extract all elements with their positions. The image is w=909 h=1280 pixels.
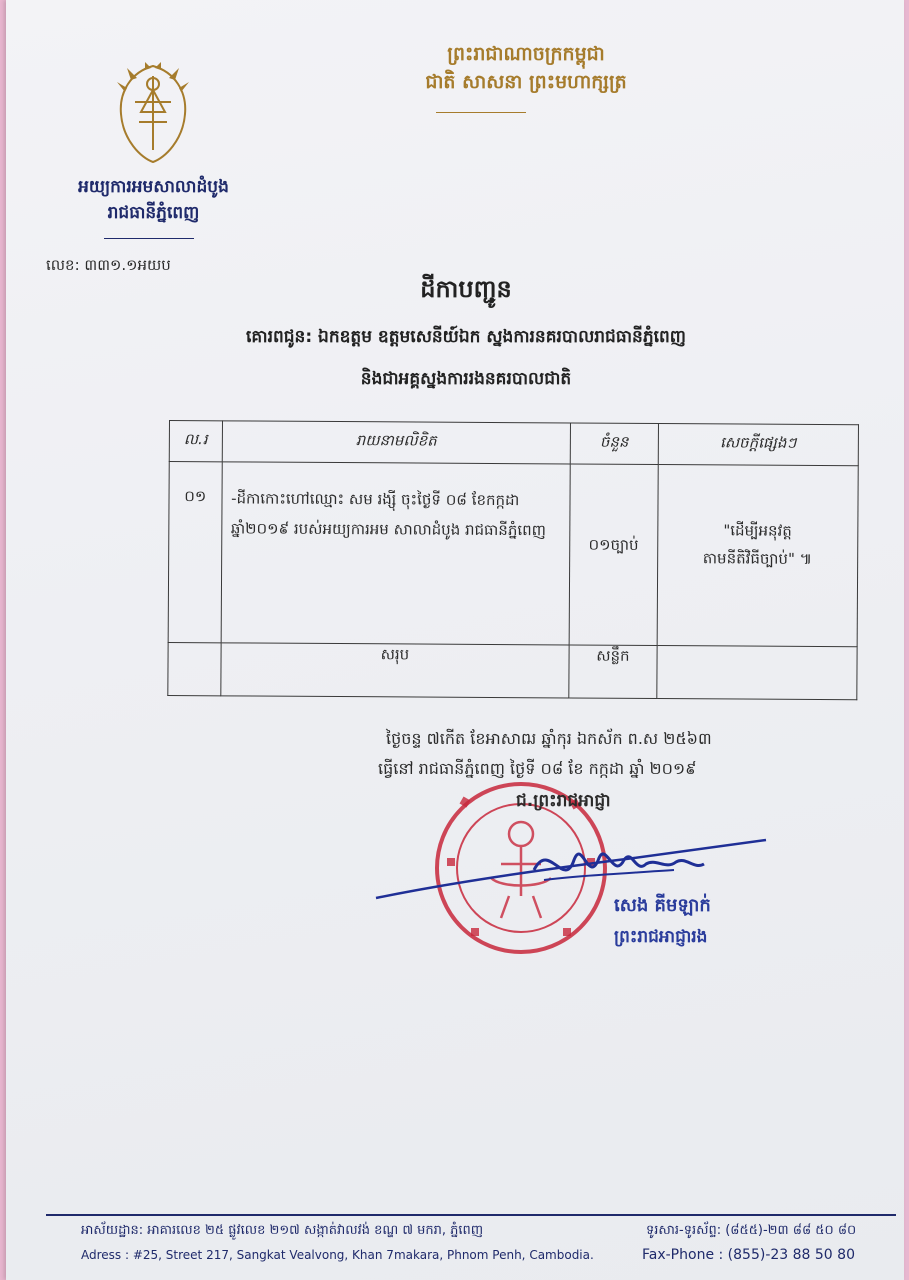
summary-quantity: សន្លឹក bbox=[569, 645, 657, 699]
office-divider bbox=[104, 238, 194, 239]
table-summary-row bbox=[168, 642, 857, 699]
fax-phone-english: Fax-Phone : (855)-23 88 50 80 bbox=[642, 1247, 855, 1263]
footer-divider bbox=[46, 1214, 896, 1216]
table-row bbox=[168, 462, 858, 647]
signature-icon bbox=[374, 830, 774, 910]
header-remarks: សេចក្តីផ្សេងៗ bbox=[658, 423, 859, 465]
remark-line-2: តាមនីតិវិធីច្បាប់" ៕ bbox=[702, 549, 813, 568]
remark-line-1: "ដើម្បីអនុវត្ត bbox=[723, 521, 792, 540]
office-name-line2: រាជធានីភ្នំពេញ bbox=[107, 203, 200, 223]
lunar-date: ថ្ងៃចន្ទ ៧កើត ខែអាសាឍ ឆ្នាំកុរ ឯកស័ក ព.ស ២៥៦៣ bbox=[386, 729, 712, 748]
kingdom-header bbox=[376, 40, 676, 96]
row-quantity bbox=[569, 464, 658, 646]
header-divider bbox=[436, 112, 526, 113]
table-header-row bbox=[169, 421, 858, 466]
document-title: ដីកាបញ្ជូន bbox=[420, 275, 512, 303]
recipient-line-2: និងជាអគ្គស្នងការរងនគរបាលជាតិ bbox=[360, 369, 572, 389]
issuing-office bbox=[46, 174, 261, 226]
row-quantity-text: ០១ច្បាប់ bbox=[588, 535, 639, 554]
signer-name: សេង គីមឡាក់ bbox=[614, 895, 711, 916]
header-description: រាយនាមលិខិត bbox=[222, 421, 571, 464]
address-english: Adress : #25, Street 217, Sangkat Vealvong, Khan 7makara, Phnom Penh, Cambodia. bbox=[81, 1248, 594, 1262]
header-number: ល.រ bbox=[169, 421, 222, 462]
on-behalf-of: ជ.ព្រះរាជអាជ្ញា bbox=[516, 791, 611, 811]
summary-empty-cell bbox=[168, 642, 221, 695]
summary-remarks-cell bbox=[656, 645, 857, 699]
row-description-text: -ដីកាកោះហៅឈ្មោះ សម រង្ស៊ី ចុះថ្ងៃទី ០៨ ខែកក្កដា ឆ្នាំ២០១៩ របស់អយ្យការអម សាលាដំបូង រាជធានីភ្នំពេញ bbox=[230, 489, 547, 540]
office-name-line1: អយ្យការអមសាលាដំបូង bbox=[78, 177, 229, 197]
kingdom-name: ព្រះរាជាណាចក្រកម្ពុជា bbox=[447, 43, 605, 65]
reference-number: លេខ: ៣៣១.១អយប bbox=[46, 256, 171, 274]
row-remarks-text bbox=[659, 466, 857, 573]
recipient-line-1: គោរពជូន: ឯកឧត្តម ឧត្តមសេនីយ៍ឯក ស្នងការនគរបាលរាជធានីភ្នំពេញ bbox=[245, 327, 686, 347]
address-khmer: អាស័យដ្ឋាន: អាគារលេខ ២៥ ផ្លូវលេខ ២១៧ សង្កាត់វាលវង់ ខណ្ឌ ៧ មករា, ភ្នំពេញ bbox=[81, 1223, 484, 1238]
fax-phone-khmer: ទូរសារ-ទូរស័ព្ទ: (៨៥៥)-២៣ ៨៨ ៥០ ៨០ bbox=[646, 1223, 857, 1238]
issue-date: ធ្វើនៅ រាជធានីភ្នំពេញ ថ្ងៃទី ០៨ ខែ កក្កដា ឆ្នាំ ២០១៩ bbox=[378, 759, 697, 778]
row-description bbox=[221, 462, 571, 645]
emblem-icon bbox=[111, 62, 195, 166]
header-quantity: ចំនួន bbox=[570, 423, 658, 465]
row-remarks bbox=[657, 464, 859, 646]
document-page bbox=[6, 0, 904, 1280]
summary-label: សរុប bbox=[220, 643, 569, 698]
row-number bbox=[168, 462, 222, 643]
row-number-text: ០១ bbox=[184, 487, 207, 506]
signer-title: ព្រះរាជអាជ្ញារង bbox=[614, 927, 708, 947]
document-list-table bbox=[167, 420, 859, 700]
kingdom-motto: ជាតិ សាសនា ព្រះមហាក្សត្រ bbox=[425, 71, 627, 93]
